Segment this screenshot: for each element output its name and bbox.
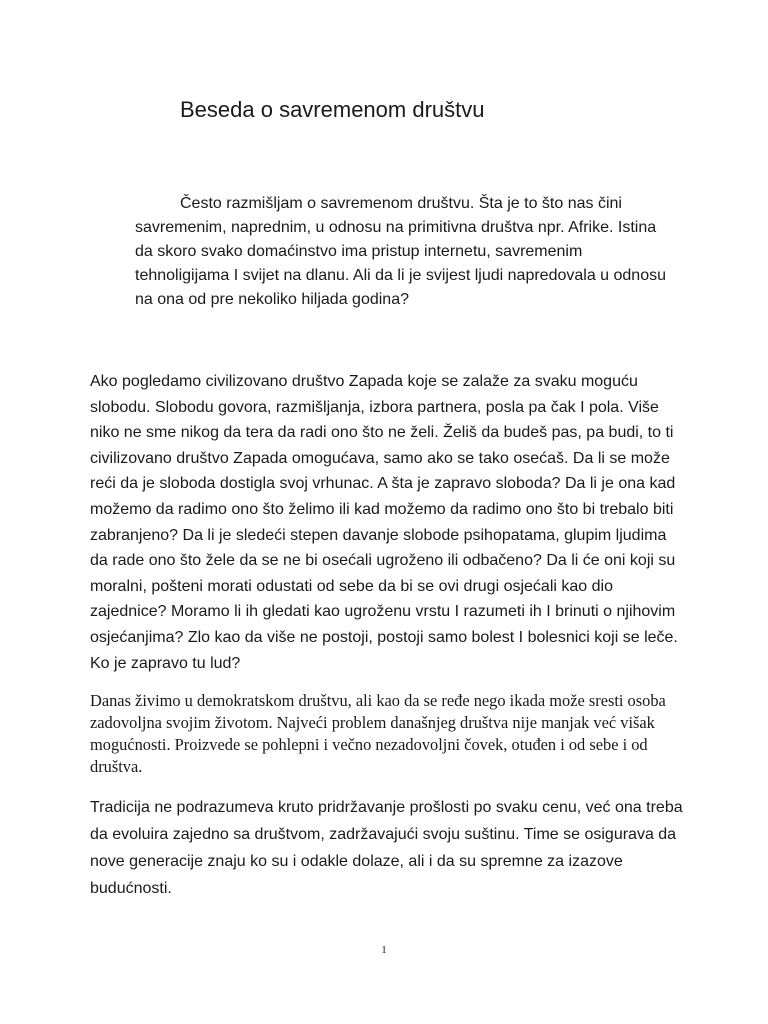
paragraph-tradition: Tradicija ne podrazumeva kruto pridržavanje prošlosti po svaku cenu, već ona treba da evoluira zajedno sa društvom, zadržavajući svoju suštinu. Time se osigurava da nove generacije znaju ko su i odakle dolaze, ali i da su spremne za izazove budućnosti. <box>90 799 683 897</box>
paragraph-freedom: Ako pogledamo civilizovano društvo Zapada koje se zalaže za svaku moguću slobodu. Slobodu govora, razmišljanja, izbora partnera, posla pa čak I pola. Više niko ne sme nikog da tera da radi ono što ne želi. Želiš da budeš pas, pa budi, to ti civilizovano društvo Zapada omogućava, samo ako se tako osećaš. Da li se može reći da je sloboda dostigla svoj vrhunac. A šta je zapravo sloboda? Da li je ona kad možemo da radimo ono što želimo ili kad možemo da radimo ono što bi trebalo biti zabranjeno? Da li je sledeći stepen davanje slobode psihopatama, glupim ljudima da rade ono što žele da se ne bi osećali ugroženo ili odbačeno? Da li će oni koji su moralni, pošteni morati odustati od sebe da bi se ovi drugi osjećali kao dio zajednice? Moramo li ih gledati kao ugroženu vrstu I razumeti ih I brinuti o njihovim osjećanjima? Zlo kao da više ne postoji, postoji samo bolest I bolesnici koji se leče. Ko je zapravo tu lud? <box>90 373 678 672</box>
page-number: 1 <box>381 944 387 956</box>
paragraph-democracy: Danas živimo u demokratskom društvu, ali kao da se ređe nego ikada može sresti osoba zadovoljna svojim životom. Najveći problem današnjeg društva nije manjak već višak mogućnosti. Proizvede se pohlepni i večno nezadovoljni čovek, otuđen i od sebe i od društva. <box>90 691 666 776</box>
paragraph-intro: Često razmišljam o savremenom društvu. Šta je to što nas čini savremenim, naprednim, u odnosu na primitivna društva npr. Afrike. Istina da skoro svako domaćinstvo ima pristup internetu, savremenim tehnoligijama I svijet na dlanu. Ali da li je svijest ljudi napredovala u odnosu na ona od pre nekoliko hiljada godina? <box>135 195 666 308</box>
document-title: Beseda o savremenom društvu <box>180 97 485 122</box>
